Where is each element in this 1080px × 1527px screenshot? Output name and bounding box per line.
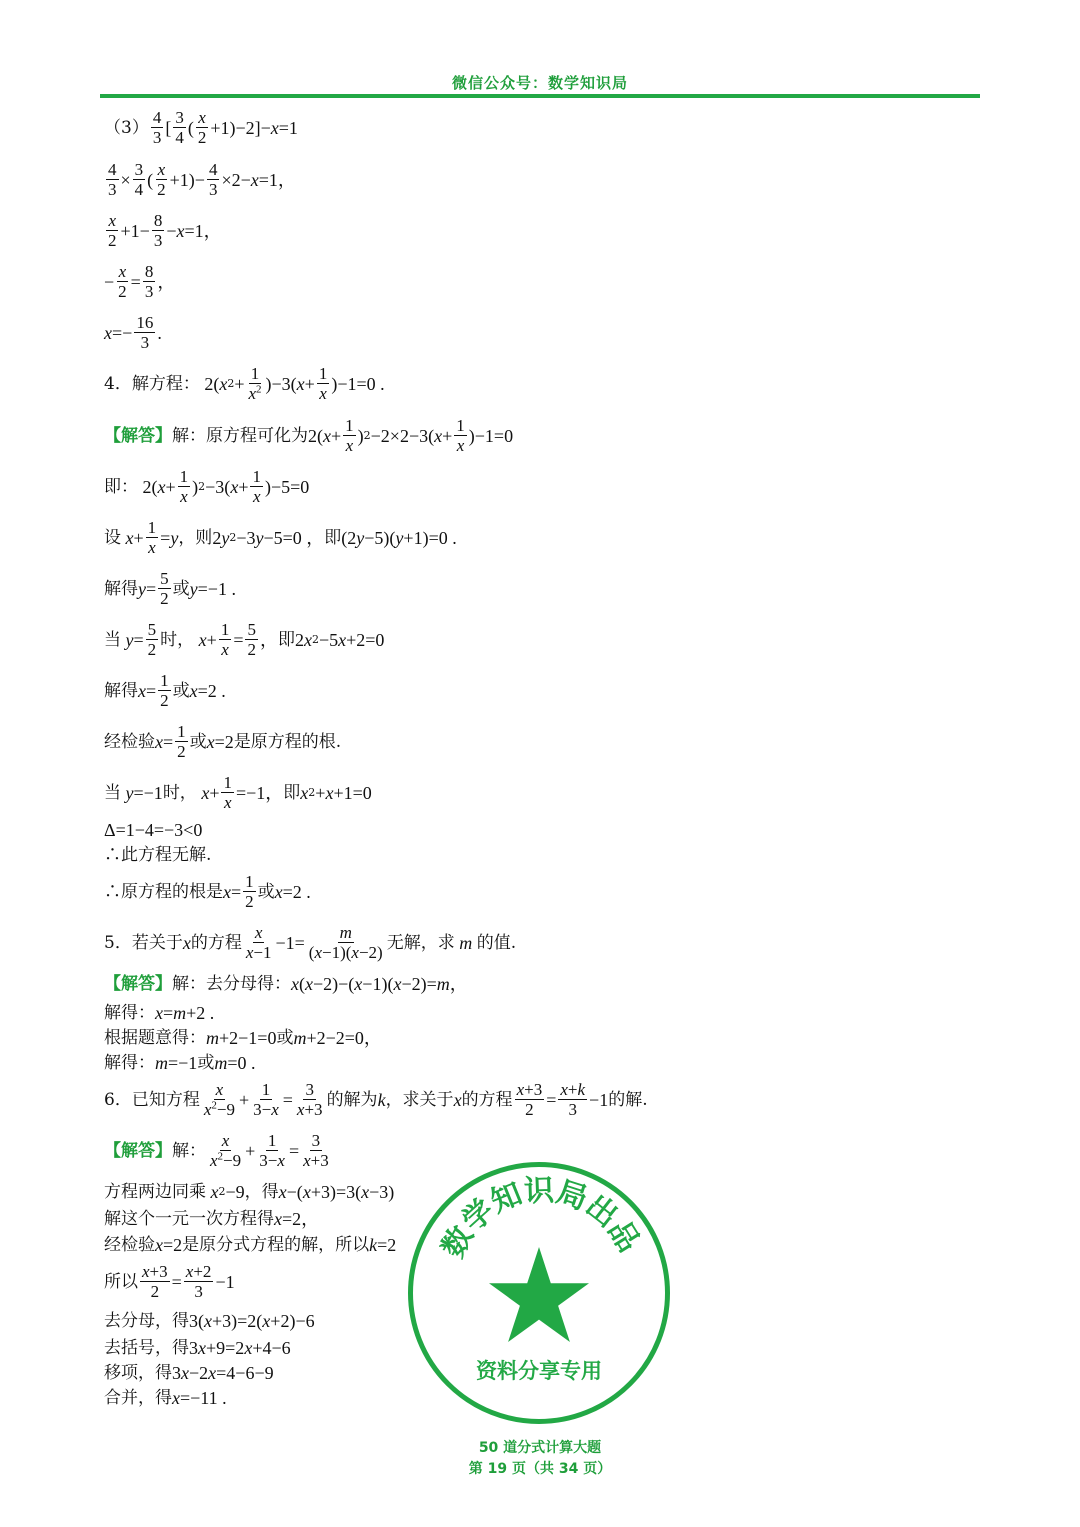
stamp-bottom-text: 资料分享专用 (476, 1359, 602, 1383)
p3-line-2: $\frac{4}{3}$ × $\frac{3}{4}$ ( x 2 +1)− $\frac{4}{3}$ ×2− x =1， (108, 160, 296, 199)
q6-answer-line-2: 方程两边同乘 x 2 −9 ，得 x −( x +3)=3( x −3) (104, 1182, 395, 1202)
q6-answer-line-5: 所以 $\frac{x+3}{2}$ = $\frac{x+2}{3}$ −1 (104, 1262, 235, 1301)
q6-answer-line-3: 解这个一元一次方程得 x =2， (104, 1209, 320, 1229)
footer-title: 50 道分式计算大题 (478, 1440, 602, 1456)
watermark-stamp (408, 1162, 670, 1424)
svg-text:数学知识局出品: 数学知识局出品 (435, 1173, 647, 1264)
header-rule (100, 94, 980, 98)
q4-answer-line-3: 设 x + $\frac{1}{x}$ = y ，则 2 y 2 −3 y −5=0 ， 即 (2 y −5)( y +1)=0 . (104, 518, 457, 557)
q4-answer-line-8: 当 y =−1 时， x + $\frac{1}{x}$ =−1， 即 x 2 + x +1=0 (104, 773, 372, 812)
q4-answer-line-1: 【解答】 解： 原方程可化为 2( x + $\frac{1}{x}$ ) 2 −2×2−3( x + $\frac{1}{x}$ )−1=0 (104, 416, 514, 455)
p3-line-1: （3） 4 3 [ 3 4 ( x 2 +1)−2]− x =1 (104, 108, 298, 147)
q6-answer-line-6: 去分母，得 3( x +3)=2( x +2)−6 (104, 1311, 315, 1331)
p3-line-3: x 2 +1− $\frac{8}{3}$ − x =1， (108, 211, 222, 250)
star-icon (489, 1247, 589, 1342)
q4-answer-line-7: 经检验 x = $\frac{1}{2}$ 或 x =2 是原方程的根. (104, 722, 342, 761)
q4-answer-line-4: 解得 y = $\frac{5}{2}$ 或 y =−1 . (104, 569, 236, 608)
q6-answer-line-1: 【解答】 解： x $x^2-9$ + $\frac{1}{3-x}$ = $\frac{3}{x+3}$ (104, 1131, 329, 1170)
q4-statement: 4．解方程： 2( x 2 + $\frac{1}{x^2}$ )−3( x + $\frac{1}{x}$ )−1=0 . (104, 364, 385, 403)
q5-answer-line-3: 根据题意得： m +2−1=0 或 m +2−2=0， (104, 1028, 382, 1048)
footer-page-number: 第 19 页（共 34 页） (468, 1461, 612, 1477)
q6-answer-line-7: 去括号，得 3 x +9=2 x +4−6 (104, 1338, 291, 1358)
q5-answer-line-1: 【解答】 解： 去分母得： x ( x −2)−( x −1)( x −2)= m ， (104, 974, 468, 994)
q6-answer-line-9: 合并，得 x =−11 . (104, 1388, 227, 1408)
q6-answer-line-8: 移项，得 3 x −2 x =4−6−9 (104, 1363, 274, 1383)
header-title: 微信公众号：数学知识局 (451, 74, 628, 92)
q5-answer-line-4: 解得： m =−1 或 m =0 . (104, 1053, 256, 1073)
p3-line-4: − $\frac{x}{2}$ = $\frac{8}{3}$ ， (104, 262, 176, 301)
q4-answer-line-9: Δ=1−4=−3<0 (104, 820, 203, 840)
q4-answer-line-10: ∴此方程无解. (104, 845, 212, 865)
q4-answer-line-6: 解得 x = $\frac{1}{2}$ 或 x =2 . (104, 671, 226, 710)
q4-answer-line-11: ∴原方程的根是 x = $\frac{1}{2}$ 或 x =2 . (104, 872, 311, 911)
q4-answer-line-5: 当 y = $\frac{5}{2}$ 时， x + $\frac{1}{x}$ = $\frac{5}{2}$ ， 即 2 x 2 −5 x +2=0 (104, 620, 385, 659)
q6-answer-line-4: 经检验 x =2 是原分式方程的解，所以 k =2 (104, 1235, 397, 1255)
q4-answer-line-2: 即： 2( x + $\frac{1}{x}$ ) 2 −3( x + $\frac{1}{x}$ )−5=0 (104, 467, 310, 506)
q5-statement: 5．若关于 x 的方程 x x−1 −1= $\frac{m}{(x-1)(x-2)}$ 无解，求 m 的值. (104, 923, 517, 962)
q6-statement: 6．已知方程 x $x^2-9$ + $\frac{1}{3-x}$ = $\frac{3}{x+3}$ 的解为 k ，求关于 x 的方程 $\frac{x+3}{2}$ = $\frac{x+k}{3}$ −1 的解. (104, 1080, 648, 1119)
p3-line-5: x =− $\frac{16}{3}$ . (104, 313, 162, 352)
q5-answer-line-2: 解得： x = m +2 . (104, 1003, 215, 1023)
